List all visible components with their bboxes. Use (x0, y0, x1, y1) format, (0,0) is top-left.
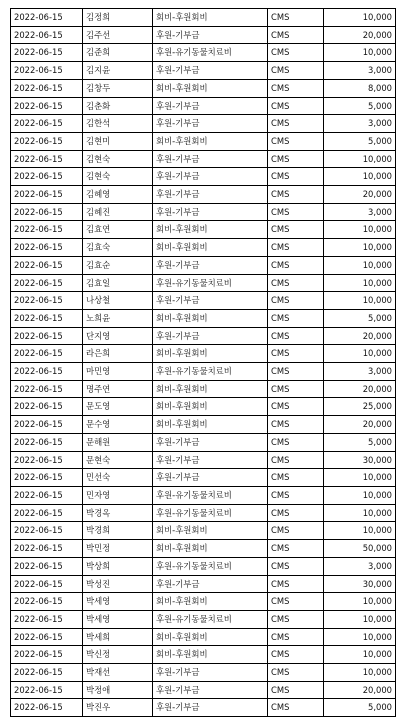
payment-method-cell: CMS (268, 451, 324, 469)
date-cell: 2022-06-15 (11, 664, 83, 682)
date-cell: 2022-06-15 (11, 416, 83, 434)
category-cell: 후원-기부금 (153, 699, 268, 717)
category-cell: 회비-후원회비 (153, 540, 268, 558)
category-cell: 회비-후원회비 (153, 9, 268, 27)
payment-method-cell: CMS (268, 610, 324, 628)
amount-cell: 10,000 (324, 44, 396, 62)
date-cell: 2022-06-15 (11, 451, 83, 469)
date-cell: 2022-06-15 (11, 239, 83, 257)
table-row (11, 486, 396, 504)
donor-name-cell: 민자영 (83, 486, 153, 504)
table-row (11, 575, 396, 593)
category-cell: 후원-기부금 (153, 469, 268, 487)
category-cell: 후원-기부금 (153, 451, 268, 469)
payment-method-cell: CMS (268, 575, 324, 593)
category-cell: 회비-후원회비 (153, 593, 268, 611)
amount-cell: 10,000 (324, 664, 396, 682)
amount-cell: 10,000 (324, 9, 396, 27)
payment-method-cell: CMS (268, 203, 324, 221)
table-row (11, 168, 396, 186)
table-row (11, 681, 396, 699)
table-row (11, 44, 396, 62)
category-cell: 후원-기부금 (153, 256, 268, 274)
date-cell: 2022-06-15 (11, 681, 83, 699)
category-cell: 후원-유기동물치료비 (153, 486, 268, 504)
date-cell: 2022-06-15 (11, 203, 83, 221)
amount-cell: 5,000 (324, 97, 396, 115)
date-cell: 2022-06-15 (11, 168, 83, 186)
donor-name-cell: 박성진 (83, 575, 153, 593)
table-row (11, 593, 396, 611)
amount-cell: 20,000 (324, 416, 396, 434)
payment-method-cell: CMS (268, 62, 324, 80)
amount-cell: 10,000 (324, 593, 396, 611)
donor-name-cell: 김효일 (83, 274, 153, 292)
payment-method-cell: CMS (268, 363, 324, 381)
donor-name-cell: 단지영 (83, 327, 153, 345)
date-cell: 2022-06-15 (11, 345, 83, 363)
table-row (11, 380, 396, 398)
donor-name-cell: 문수영 (83, 416, 153, 434)
date-cell: 2022-06-15 (11, 557, 83, 575)
date-cell: 2022-06-15 (11, 486, 83, 504)
date-cell: 2022-06-15 (11, 522, 83, 540)
date-cell: 2022-06-15 (11, 380, 83, 398)
table-row (11, 699, 396, 717)
date-cell: 2022-06-15 (11, 97, 83, 115)
category-cell: 회비-후원회비 (153, 522, 268, 540)
donor-name-cell: 박민정 (83, 540, 153, 558)
date-cell: 2022-06-15 (11, 44, 83, 62)
date-cell: 2022-06-15 (11, 593, 83, 611)
donor-name-cell: 명주연 (83, 380, 153, 398)
payment-method-cell: CMS (268, 664, 324, 682)
date-cell: 2022-06-15 (11, 469, 83, 487)
date-cell: 2022-06-15 (11, 221, 83, 239)
payment-method-cell: CMS (268, 504, 324, 522)
category-cell: 후원-기부금 (153, 186, 268, 204)
category-cell: 후원-유기동물치료비 (153, 504, 268, 522)
amount-cell: 20,000 (324, 681, 396, 699)
payment-method-cell: CMS (268, 26, 324, 44)
table-row (11, 79, 396, 97)
amount-cell: 10,000 (324, 610, 396, 628)
table-row (11, 504, 396, 522)
table-row (11, 451, 396, 469)
payment-method-cell: CMS (268, 186, 324, 204)
date-cell: 2022-06-15 (11, 132, 83, 150)
amount-cell: 10,000 (324, 486, 396, 504)
category-cell: 후원-기부금 (153, 62, 268, 80)
date-cell: 2022-06-15 (11, 309, 83, 327)
category-cell: 후원-기부금 (153, 433, 268, 451)
payment-method-cell: CMS (268, 522, 324, 540)
payment-method-cell: CMS (268, 256, 324, 274)
category-cell: 후원-기부금 (153, 97, 268, 115)
donor-name-cell: 김현숙 (83, 168, 153, 186)
donor-name-cell: 박신정 (83, 646, 153, 664)
payment-method-cell: CMS (268, 132, 324, 150)
amount-cell: 10,000 (324, 274, 396, 292)
payment-method-cell: CMS (268, 239, 324, 257)
amount-cell: 3,000 (324, 363, 396, 381)
payment-method-cell: CMS (268, 593, 324, 611)
payment-method-cell: CMS (268, 433, 324, 451)
amount-cell: 10,000 (324, 345, 396, 363)
payment-method-cell: CMS (268, 380, 324, 398)
category-cell: 회비-후원회비 (153, 646, 268, 664)
category-cell: 후원-유기동물치료비 (153, 610, 268, 628)
table-row (11, 469, 396, 487)
amount-cell: 10,000 (324, 292, 396, 310)
payment-method-cell: CMS (268, 115, 324, 133)
category-cell: 회비-후원회비 (153, 239, 268, 257)
donor-name-cell: 민선숙 (83, 469, 153, 487)
category-cell: 회비-후원회비 (153, 398, 268, 416)
donor-name-cell: 김효연 (83, 221, 153, 239)
donor-name-cell: 김지윤 (83, 62, 153, 80)
donor-name-cell: 마민영 (83, 363, 153, 381)
table-row (11, 628, 396, 646)
table-row (11, 610, 396, 628)
amount-cell: 10,000 (324, 221, 396, 239)
payment-method-cell: CMS (268, 221, 324, 239)
table-row (11, 62, 396, 80)
category-cell: 후원-기부금 (153, 203, 268, 221)
category-cell: 회비-후원회비 (153, 309, 268, 327)
date-cell: 2022-06-15 (11, 699, 83, 717)
category-cell: 후원-기부금 (153, 168, 268, 186)
amount-cell: 3,000 (324, 62, 396, 80)
payment-method-cell: CMS (268, 469, 324, 487)
date-cell: 2022-06-15 (11, 256, 83, 274)
date-cell: 2022-06-15 (11, 610, 83, 628)
table-row (11, 345, 396, 363)
table-row (11, 132, 396, 150)
amount-cell: 20,000 (324, 380, 396, 398)
payment-method-cell: CMS (268, 681, 324, 699)
category-cell: 회비-후원회비 (153, 416, 268, 434)
donor-name-cell: 박세희 (83, 628, 153, 646)
category-cell: 회비-후원회비 (153, 221, 268, 239)
category-cell: 후원-기부금 (153, 664, 268, 682)
table-row (11, 26, 396, 44)
amount-cell: 3,000 (324, 203, 396, 221)
amount-cell: 50,000 (324, 540, 396, 558)
payment-method-cell: CMS (268, 398, 324, 416)
donor-name-cell: 노희윤 (83, 309, 153, 327)
table-row (11, 256, 396, 274)
payment-method-cell: CMS (268, 540, 324, 558)
donor-name-cell: 라은희 (83, 345, 153, 363)
amount-cell: 25,000 (324, 398, 396, 416)
table-row (11, 416, 396, 434)
donor-name-cell: 김정희 (83, 9, 153, 27)
table-row (11, 309, 396, 327)
category-cell: 후원-유기동물치료비 (153, 363, 268, 381)
payment-method-cell: CMS (268, 327, 324, 345)
donor-name-cell: 김현숙 (83, 150, 153, 168)
donor-name-cell: 김효순 (83, 256, 153, 274)
amount-cell: 8,000 (324, 79, 396, 97)
amount-cell: 5,000 (324, 132, 396, 150)
donor-name-cell: 문도영 (83, 398, 153, 416)
amount-cell: 3,000 (324, 115, 396, 133)
payment-method-cell: CMS (268, 292, 324, 310)
category-cell: 회비-후원회비 (153, 380, 268, 398)
table-row (11, 115, 396, 133)
ledger-body (11, 9, 396, 717)
table-row (11, 97, 396, 115)
donor-name-cell: 박경희 (83, 522, 153, 540)
category-cell: 후원-기부금 (153, 115, 268, 133)
category-cell: 회비-후원회비 (153, 345, 268, 363)
amount-cell: 10,000 (324, 150, 396, 168)
table-row (11, 239, 396, 257)
date-cell: 2022-06-15 (11, 62, 83, 80)
amount-cell: 10,000 (324, 469, 396, 487)
payment-method-cell: CMS (268, 79, 324, 97)
category-cell: 회비-후원회비 (153, 628, 268, 646)
donor-name-cell: 문해원 (83, 433, 153, 451)
date-cell: 2022-06-15 (11, 363, 83, 381)
donor-name-cell: 김혜영 (83, 186, 153, 204)
payment-method-cell: CMS (268, 486, 324, 504)
amount-cell: 10,000 (324, 239, 396, 257)
donor-name-cell: 김한석 (83, 115, 153, 133)
date-cell: 2022-06-15 (11, 646, 83, 664)
payment-method-cell: CMS (268, 628, 324, 646)
donor-name-cell: 박진우 (83, 699, 153, 717)
donor-name-cell: 김준희 (83, 44, 153, 62)
payment-method-cell: CMS (268, 274, 324, 292)
category-cell: 후원-기부금 (153, 292, 268, 310)
amount-cell: 20,000 (324, 26, 396, 44)
date-cell: 2022-06-15 (11, 504, 83, 522)
payment-method-cell: CMS (268, 416, 324, 434)
category-cell: 후원-유기동물치료비 (153, 557, 268, 575)
payment-method-cell: CMS (268, 646, 324, 664)
date-cell: 2022-06-15 (11, 115, 83, 133)
payment-method-cell: CMS (268, 699, 324, 717)
date-cell: 2022-06-15 (11, 628, 83, 646)
donor-name-cell: 김혜진 (83, 203, 153, 221)
category-cell: 회비-후원회비 (153, 79, 268, 97)
category-cell: 회비-후원회비 (153, 132, 268, 150)
amount-cell: 10,000 (324, 646, 396, 664)
amount-cell: 5,000 (324, 699, 396, 717)
category-cell: 후원-유기동물치료비 (153, 44, 268, 62)
donor-name-cell: 박경옥 (83, 504, 153, 522)
date-cell: 2022-06-15 (11, 292, 83, 310)
payment-method-cell: CMS (268, 168, 324, 186)
date-cell: 2022-06-15 (11, 150, 83, 168)
table-row (11, 9, 396, 27)
payment-method-cell: CMS (268, 345, 324, 363)
donor-name-cell: 박세영 (83, 610, 153, 628)
amount-cell: 20,000 (324, 327, 396, 345)
payment-method-cell: CMS (268, 97, 324, 115)
payment-method-cell: CMS (268, 309, 324, 327)
date-cell: 2022-06-15 (11, 540, 83, 558)
donor-name-cell: 김현미 (83, 132, 153, 150)
donation-ledger-table (10, 8, 396, 717)
table-row (11, 292, 396, 310)
amount-cell: 5,000 (324, 433, 396, 451)
category-cell: 후원-기부금 (153, 575, 268, 593)
date-cell: 2022-06-15 (11, 274, 83, 292)
amount-cell: 10,000 (324, 168, 396, 186)
amount-cell: 30,000 (324, 575, 396, 593)
table-row (11, 398, 396, 416)
donor-name-cell: 박세영 (83, 593, 153, 611)
category-cell: 후원-기부금 (153, 681, 268, 699)
table-row (11, 664, 396, 682)
donor-name-cell: 나상철 (83, 292, 153, 310)
table-row (11, 150, 396, 168)
donor-name-cell: 박재선 (83, 664, 153, 682)
date-cell: 2022-06-15 (11, 9, 83, 27)
amount-cell: 10,000 (324, 628, 396, 646)
payment-method-cell: CMS (268, 44, 324, 62)
donor-name-cell: 김창두 (83, 79, 153, 97)
amount-cell: 5,000 (324, 309, 396, 327)
amount-cell: 20,000 (324, 186, 396, 204)
payment-method-cell: CMS (268, 9, 324, 27)
table-row (11, 522, 396, 540)
table-row (11, 327, 396, 345)
amount-cell: 10,000 (324, 522, 396, 540)
donor-name-cell: 김춘화 (83, 97, 153, 115)
category-cell: 후원-기부금 (153, 327, 268, 345)
date-cell: 2022-06-15 (11, 398, 83, 416)
table-row (11, 186, 396, 204)
payment-method-cell: CMS (268, 557, 324, 575)
date-cell: 2022-06-15 (11, 79, 83, 97)
table-row (11, 540, 396, 558)
table-row (11, 274, 396, 292)
payment-method-cell: CMS (268, 150, 324, 168)
date-cell: 2022-06-15 (11, 433, 83, 451)
amount-cell: 10,000 (324, 504, 396, 522)
date-cell: 2022-06-15 (11, 327, 83, 345)
table-row (11, 363, 396, 381)
donor-name-cell: 박상희 (83, 557, 153, 575)
table-row (11, 433, 396, 451)
table-row (11, 221, 396, 239)
amount-cell: 30,000 (324, 451, 396, 469)
category-cell: 후원-기부금 (153, 26, 268, 44)
amount-cell: 10,000 (324, 256, 396, 274)
table-row (11, 203, 396, 221)
donor-name-cell: 박정애 (83, 681, 153, 699)
date-cell: 2022-06-15 (11, 26, 83, 44)
category-cell: 후원-기부금 (153, 150, 268, 168)
category-cell: 후원-유기동물치료비 (153, 274, 268, 292)
donor-name-cell: 문현숙 (83, 451, 153, 469)
donor-name-cell: 김효숙 (83, 239, 153, 257)
date-cell: 2022-06-15 (11, 186, 83, 204)
date-cell: 2022-06-15 (11, 575, 83, 593)
table-row (11, 557, 396, 575)
donor-name-cell: 김주선 (83, 26, 153, 44)
amount-cell: 3,000 (324, 557, 396, 575)
